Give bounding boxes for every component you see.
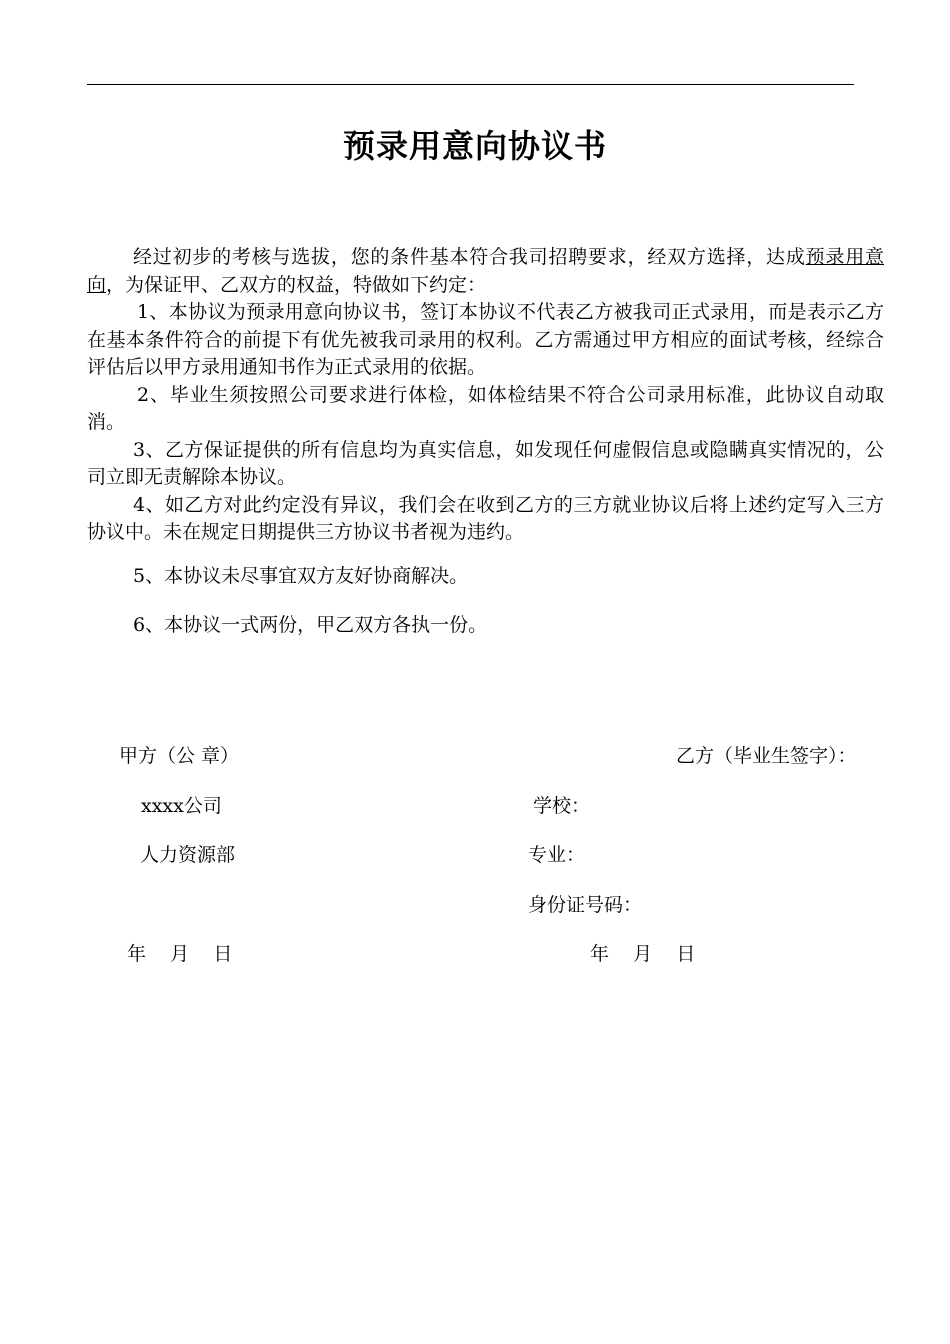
party-b-id-number: 身份证号码： [528, 894, 643, 916]
agreement-body [87, 244, 884, 640]
intro-paragraph [87, 244, 884, 299]
intro-text-start: 经过初步的考核与选拔，您的条件基本符合我司招聘要求，经双方选择，达成 [133, 246, 806, 268]
party-b-school: 学校： [533, 795, 591, 817]
party-a-label: 甲方（公 章） [119, 745, 240, 767]
clause-4: 4、如乙方对此约定没有异议，我们会在收到乙方的三方就业协议后将上述约定写入三方协议中。未在规定日期提供三方协议书者视为违约。 [87, 493, 884, 543]
clause-1: 1、本协议为预录用意向协议书，签订本协议不代表乙方被我司正式录用，而是表示乙方在基本条件符合的前提下有优先被我司录用的权利。乙方需通过甲方相应的面试考核，经综合评估后以甲方录用通知书作为正式录用的依据。 [87, 301, 884, 378]
party-a-department: 人力资源部 [140, 844, 236, 866]
intro-underlined-term: 预录用意向 [87, 246, 884, 296]
header-rule [87, 84, 854, 85]
document-title: 预录用意向协议书 [342, 127, 607, 165]
clause-5: 5、本协议未尽事宜双方友好协商解决。 [133, 564, 469, 587]
clause-2: 2、毕业生须按照公司要求进行体检，如体检结果不符合公司录用标准，此协议自动取消。 [87, 383, 884, 433]
party-b-label: 乙方（毕业生签字）： [676, 745, 857, 767]
party-a-date: 年 月 日 [127, 943, 233, 965]
party-b-major: 专业： [528, 844, 586, 866]
intro-text-end: ，为保证甲、乙双方的权益，特做如下约定： [106, 273, 487, 296]
clause-6: 6、本协议一式两份，甲乙双方各执一份。 [133, 614, 488, 636]
party-a-company: xxxx公司 [141, 795, 222, 817]
clause-3: 3、乙方保证提供的所有信息均为真实信息，如发现任何虚假信息或隐瞒真实情况的，公司立即无责解除本协议。 [87, 438, 884, 488]
party-b-date: 年 月 日 [590, 943, 696, 965]
